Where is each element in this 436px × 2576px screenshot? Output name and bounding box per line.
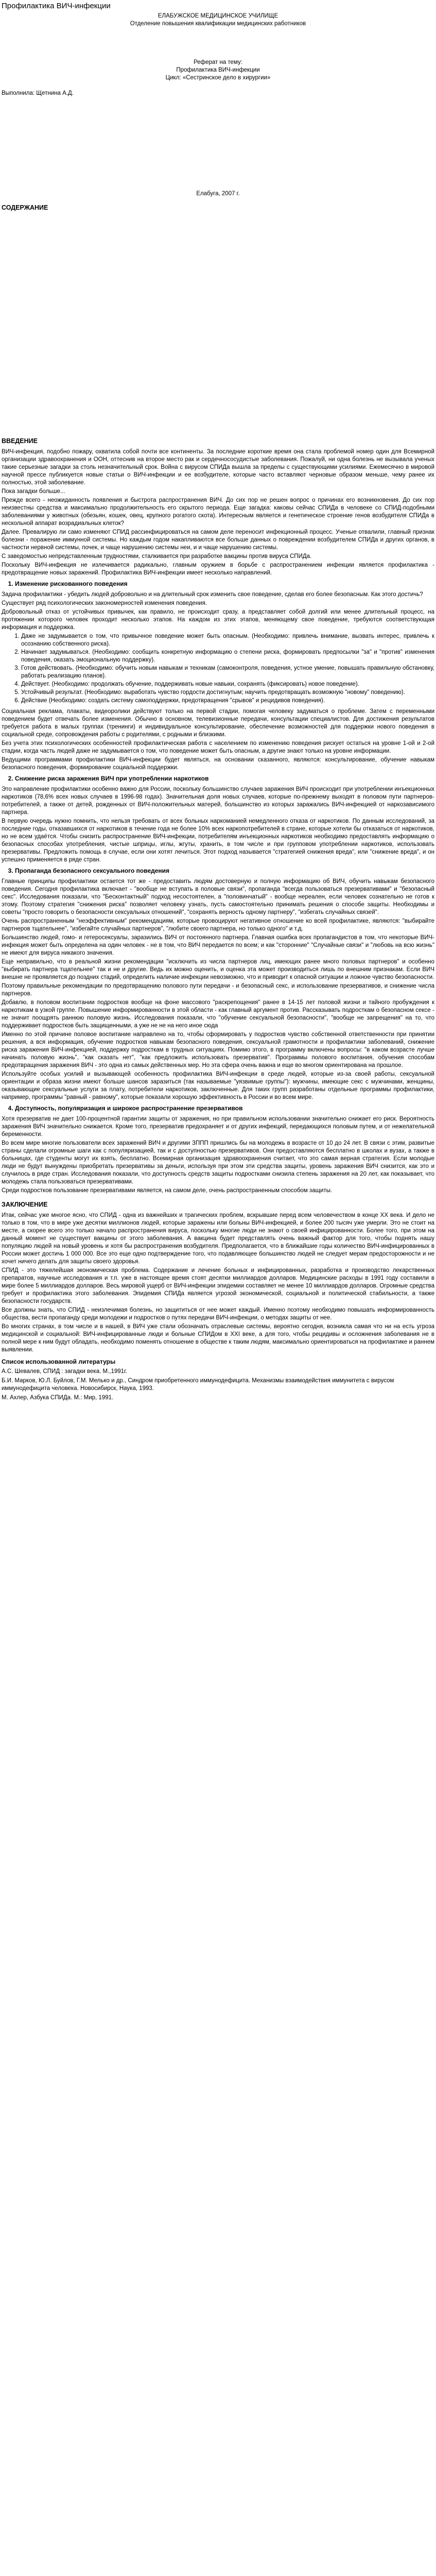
conclusion-paragraph: Во многих странах, в том числе и в нашей, в ВИЧ уже стали обозначать отраслевые системы, вероятно сегодня, возникла самая что ни на есть угроза медицинской и социальной: ВИЧ-инфицированные люди и больные СПИДом в XXI веке, а для того, чтобы рецидивы и осложнения заболевания не в полной мере к ним будут обладать, необходимо поменять отношение в обществе к таким людям, максимально ориентироваться на профилактике и раннем выявлении.	[2, 1324, 434, 1353]
referat-topic: Профилактика ВИЧ-инфекции	[176, 67, 260, 73]
step-item: 1. Даже не задумывается о том, что привычное поведение может быть опасным. (Необходимо: привлечь внимание, вызвать интерес, привлечь к осознанию собственного риска).	[21, 633, 434, 648]
step-item: 5. Устойчивый результат. (Необходимо: выработать чувство гордости достигнутым; научить предотвращать возможную "новому" поведению).	[21, 689, 434, 697]
conclusion-heading: ЗАКЛЮЧЕНИЕ	[2, 1201, 48, 1208]
section-2-heading: 2. Снижение риска заражения ВИЧ при употреблении наркотиков	[15, 775, 434, 783]
intro-paragraph: Прежде всего - неожиданность появления и быстрота распространения ВИЧ. До сих пор не решен вопрос о причинах его возникновения. До сих пор неизвестны средства и максимально продолжительность его скрытого периода. Еще загадка: каковы сейчас СПИДа в человеке со СПИД-подобными заболеваниями у животных (обезьян, кошек, овец, крупного рогатого скота). Интересным является и генетическое строение генов возбудителя СПИДа в нескольной аппарат возрадиальных клеток?	[2, 497, 434, 527]
section-3-heading-list	[2, 867, 434, 875]
referat-line: Реферат на тему:	[194, 59, 242, 65]
section-1-heading: 1. Изменение рискованного поведения	[15, 580, 434, 588]
section-3-paragraph: Поэтому правильные рекомендации по предотвращению полового пути передачи - и безопасный секс, и использование презервативов, и снижение числа партнеров.	[2, 983, 434, 997]
conclusion-paragraph: СПИД - это тяжелейшая экономическая проблема. Содержание и лечение больных и инфицированных, разработка и производство лекарственных препаратов, научные исследования и т.п. уже в настоящее время стоят десятки миллиардов долларов. Медицинские расходы в 1991 году составили в мире более 5 миллиардов долларов. Весь мировой ущерб от ВИЧ-инфекции эпидемии составляет не менее 10 миллиардов долларов. Огромные средства требует и профилактика этого заболевания. Эпидемия СПИДа является угрозой экономической, социальной и политической стабильности, а также безопасности государств.	[2, 1267, 434, 1304]
section-4-paragraph: Среди подростков пользование презервативами является, на самом деле, очень распространенным способом защиты.	[2, 1188, 333, 1194]
section-3-paragraph: Именно по этой причине половое воспитание направлено на то, чтобы сформировать у подростков чувство собственной ответственности при принятии решения, а вся информация, обучение подростков навыкам безопасного поведения, сексуальной грамотности и профилактики заболеваний, снижение риска заражения ВИЧ-инфекцией, поддержку подросткам в трудных ситуациях. Помимо этого, в программу включены вопросы: "в каком возрасте лучше начинать половую жизнь", "как сказать нет", "как предложить использовать презерватив". Программы полового воспитания, обучения способам предотвращения заражения ВИЧ - это одна из самых действенных мер. Но эта сфера очень важна и еще во многом ориентирована на прошлое.	[2, 1031, 434, 1069]
step-item: 2. Начинает задумываться. (Необходимо: сообщить конкретную информацию о степени риска, формировать предпосылки "за" и "против" изменения поведения, оказать эмоциональную поддержку).	[21, 649, 434, 664]
section-3-paragraph: Добавлю, в половом воспитании подростков вообще на фоне массового "раскрепощения" ранее в 14-15 лет половой жизни и тайного пробуждения к наркотикам в узкой группе. Повышение информированности в этой области - как главный аргумент против. Рассказывать подросткам о безопасном сексе - не значит поощрять раннюю половую жизнь. Исследования показали, что "обучение сексуальной безопасности", "вообще не запрещения" на то, что поддерживает подростков быть защищенными, а уже не не на него иное сюда	[2, 999, 434, 1029]
section-3-heading: 3. Пропаганда безопасного сексуального поведения	[15, 867, 434, 875]
intro-paragraph: Далее. Превалирую ли само изменяют СПИД рассинфицироваться на самом деле переносит инфекционный процесс. Ученые отвалили, главный признак болезни - поражение иммунной системы. Но каждым годом накапливаются все больше данных о повреждении возбудителем СПИДа и других органов, в частности нервной системы, почек, и чаще нарушению системы неи, и и чаще нарушению системы.	[2, 529, 434, 551]
section-1-paragraph: Ведущими программами профилактики ВИЧ-инфекции будет являться, на основании сказанного, являются: консультирование, обучение навыкам безопасного поведения, формирование социальной поддержки.	[2, 757, 434, 771]
conclusion-paragraph: Все должны знать, что СПИД - неизлечимая болезнь, но защититься от нее может каждый. Именно поэтому необходимо повышать информированность общества, вести пропаганду среди молодежи и подростков о путях передачи ВИЧ-инфекции, о методах защиты от нее.	[2, 1307, 434, 1321]
city-year: Елабуга, 2007 г.	[196, 191, 240, 197]
section-2-paragraph: В первую очередь нужно помнить, что нельзя требовать от всех больных наркоманией немедленного отказа от наркотиков. По данным исследований, за последние годы, отказавшихся от наркотиков в течение года не более 10% всех наркопотребителей в стране, которые хотели бы отказаться от наркотиков, но не всем удаётся. Чтобы снизить распространение ВИЧ-инфекции, потребителям инъекционных наркотиков необходимо предоставлять информацию о безопасных способах употребления, чистые шприцы, иглы, жгуты, хранить, в том числе и при групповом употреблении наркотиков, использовать презервативы. Предложить помощь в случае, если они хотят лечиться. Этот подход называется "стратегией снижения вреда", или "снижение вреда", и он успешно применяется в ряде стран.	[2, 818, 434, 863]
section-1-paragraph: Социальная реклама, плакаты, видеоролики действуют только на первой стадии, помогая человеку задуматься о проблеме. Затем с переменными поведением будет отвечать более изменения. Обычно в основном, телевизионные передачи, консультации специалистов. Для достижения результатов требуется работа в малых группах (тренинги) и индивидуальное консультирование, обеспечение возможностей для поддержки нового поведения в социальной среде, сопровождения работы с родителями, с родными и близкими.	[2, 708, 434, 738]
behavior-change-steps	[2, 633, 434, 705]
intro-paragraph: С заведомостью непредставленным трудностями, сталкивается при разработке вакцины против вируса СПИДа.	[2, 553, 312, 560]
reference-item: Б.И. Марков, Ю.Л. Буйлов, Г.М. Мелько и др., Синдром приобретенного иммунодефицита. Механизмы взаимодействия иммунитета с вирусом иммунодефицита человека. Новосибирск, Наука, 1993.	[2, 1378, 394, 1392]
intro-heading: ВВЕДЕНИЕ	[2, 437, 38, 445]
section-1-paragraph: Без учета этих психологических особенностей профилактическая работа с населением по изменению поведения рискует остаться на уровне 1-ой и 2-ой стадии, когда часть людей даже не задумывается о том, что поведение может быть опасным, а другие знают только на уровне информации.	[2, 740, 434, 754]
step-item: 4. Действует. (Необходимо: продолжать обучение, поддерживать новые навыки, сохранять (фиксировать) новое поведение).	[21, 681, 434, 688]
section-3-paragraph: Очень распространенным "неэффективным" рекомендациям, которые провоцируют негативное отношение ко всей профилактике, являются: "выбирайте партнеров тщательнее", "избегайте случайных партнеров", "любите своего партнера, но только одного" и т.д.	[2, 918, 434, 932]
section-4-paragraph: Во всем мире многие пользователи всех заражений ВИЧ и другими ЗППП пришлись бы на молодежь в возрасте от 10 до 24 лет. В связи с этим, развитые страны сделали огромные шаги как с популяризацией, так и с доступностью презервативов. Они предоставляются бесплатно в школах и вузах, а также в больницах, где студенты могут их взять, бесплатно. Всемирная организация здравоохранения считает, что это самая верная стратегия. Если молодые люди не будут вынуждены приобретать презервативы за деньги, используя при этом эти средства защиты, уровень заражения ВИЧ снизится, как это и случилось в ряде стран. Исследования показали, что доступность средств защиты подростками снизила степень заражения на 20 лет, как показывает, что молодежь стала пользоваться презервативами.	[2, 1140, 434, 1185]
intro-paragraph: Поскольку ВИЧ-инфекция не излечивается радикально, главным оружием в борьбе с распространением инфекции является профилактика - предотвращение новых заражений. Профилактика ВИЧ-инфекции имеет несколько направлений.	[2, 562, 434, 576]
section-3-paragraph: Главные принципы профилактики остается тот же - предоставить людям достоверную и полную информацию об ВИЧ, обучить навыкам безопасного поведения. Сегодня профилактика включает - "вообще не вступать в половые связи", пропаганда "всегда пользоваться презервативами" и "безопасный секс". Исследования показали, что "Бесконтактный" подход несостоятелен, а "половинчатый" - вообще нереален, если человек сознательно не готов к этому. Поэтому стратегия "снижения риска" позволяет человеку узнать, пусть самостоятельно принимать решения о способе защиты. Необходимы и советы "просто говорить о безопасности сексуальных отношений", "сохранять верность одному партнеру", "избегать случайных связей".	[2, 878, 434, 916]
section-2-paragraph: Это направление профилактики особенно важно для России, поскольку большинство случаев заражения ВИЧ происходит при употреблении инъекционных наркотиков (78,6% всех новых случаев в 1996-98 годах). Значительная доля новых случаев, которые по-прежнему выходят в половом пути партнеров-потребителей, а также от детей, рожденных от ВИЧ-положительных матерей, большинство из которых заражались ВИЧ-инфекцией от наркозависимого партнера.	[2, 786, 434, 816]
section-3-paragraph: Используйте особых усилий и вызывающей особенность профилактика ВИЧ-инфекции в среде людей, которые из-за своей работы, сексуальной ориентации и образа жизни имеют больше шансов заразиться (так называемые "уязвимые группы"): мужчины, имеющие секс с мужчинами, женщины, оказывающие сексуальные услуги за плату, потребители наркотиков, заключенные. Для таких групп разработаны отдельные программы профилактики, например, программы "равный - равному", которые показали хорошую эффективность в России и во всем мире.	[2, 1071, 434, 1100]
toc-heading: СОДЕРЖАНИЕ	[2, 204, 48, 211]
step-item: 3. Готов действовать. (Необходимо: обучить новым навыкам и техникам (самоконтроля, поведения, устное умение, повышать правильную обстановку, работать реализацию планов).	[21, 665, 434, 680]
reference-item: М. Ахлер, Азбука СПИДа. М.: Мир, 1991.	[2, 1395, 114, 1401]
section-1-heading-list	[2, 580, 434, 588]
intro-paragraph: Пока загадки больше...	[2, 488, 65, 495]
section-4-heading-list	[2, 1105, 434, 1112]
references-list	[2, 1368, 434, 1402]
section-3-paragraph: Еще неправильно, что в реальной жизни рекомендации "исключить из числа партнеров лиц, имеющих ранее много половых партнеров" и особенно "выбирать партнера тщательнее" так и не и другие. Ведь их можно оценить, и оценка эта может производиться лишь по внешним признакам. Если ВИЧ внешне не проявляется до поздних стадий, определить наличие инфекции невозможно, что и приводит к опасной ситуации и ложное чувство безопасности.	[2, 959, 434, 980]
reference-item: А.С. Шевалев, СПИД : загадки века. М.,1991г.	[2, 1368, 128, 1375]
referat-cycle: Цикл: «Сестринское дело в хирургии»	[165, 75, 271, 81]
author-line: Выполнила: Щетнина А.Д.	[2, 90, 74, 96]
conclusion-paragraph: Итак, сейчас уже многое ясно, что СПИД - одна из важнейших и трагических проблем, вскрывшие перед всем человечеством в конце XX века. И дело не только в том, что в мире уже десятки миллионов людей, которые заражены или больны ВИЧ-инфекцией, и более 200 тысяч уже умерли. Это не стоит на месте, а скорее всего это только начало распространения вируса, поскольку многие люди не знают о своей инфицированности. Более того, при этом на данный момент не существует вакцины от этого заболевания. А вакцина будет представлять очень важный фактор для того, чтобы поднять нашу популяцию людей на новый уровень и хотя бы распространения возбудителя. Предполагается, что в ближайшие годы количество ВИЧ-инфицированных в России может достичь 1 000 000. Все это еще одно подтверждение того, что подавляющее большинство людей не следует мерам предосторожности и не хочет ничего делать для защиты своего здоровья.	[2, 1212, 434, 1265]
document-page	[0, 1, 436, 1402]
section-1-paragraph: Существует ряд психологических закономерностей изменения поведения.	[2, 600, 207, 606]
section-4-paragraph: Хотя презерватив не дает 100-процентной гарантии защиты от заражения, но при правильном использовании значительно снижает его риск. Вероятность заражения ВИЧ значительно снижается. Кроме того, презерватив предохраняет и от других инфекций, передающихся половым путем, и от нежелательной беременности.	[2, 1116, 434, 1138]
school-name: ЕЛАБУЖСКОЕ МЕДИЦИНСКОЕ УЧИЛИЩЕ	[158, 13, 278, 19]
section-2-heading-list	[2, 775, 434, 783]
section-3-paragraph: Большинство людей, гомо- и гетеросексуалы, заразились ВИЧ от постоянного партнера. Главная ошибка всех пропагандистов в том, что некоторые ВИЧ-инфекция может быть определена на один человек - не в том, что ВИЧ передается по всем; и как "сторонние" "Случайные связи" и "любовь на всю жизнь" не имеют для вируса никакого значения.	[2, 935, 434, 956]
section-1-paragraph: Добровольный отказ от устойчивых привычек, как правило, не происходит сразу, а представляет собой долгий или менее длительный процесс, на протяжении которого человек проходит несколько этапов. На каждом из этих этапов, меняющему свое поведение, требуются соответствующая информация и поддержка.	[2, 609, 434, 631]
document-title: Профилактика ВИЧ-инфекции	[2, 2, 111, 10]
section-4-heading: 4. Доступность, популяризация и широкое распространение презервативов	[15, 1105, 434, 1112]
step-item: 6. Действие (Необходимо: создать систему самоподдержки, предотвращения "срывов" и рецидивов поведения).	[21, 697, 434, 705]
section-1-paragraph: Задача профилактики - убедить людей добровольно и на длительный срок изменить свое поведение, сделав его более безопасным. Как этого достичь?	[2, 591, 423, 598]
intro-paragraph: ВИЧ-инфекция, подобно пожару, охватила собой почти все континенты. За последние короткие время она стала проблемой номер один для Всемирной организации здравоохранения и ООН, оттеснив на второе место рак и сердечнососудистые заболевания. Пожалуй, ни одна болезнь не вызывала ученых такие серьезные загадки за столь незначительный срок. Война с вирусом СПИДа вышла за пределы с существующими усилиями. Ежемесячно в мировой научной прессе публикуется новые статьи о ВИЧ-инфекции и ее возбудителе, которые часто вставляют черновые образом меньше, чему ранее их полностью, этой заболевание.	[2, 449, 434, 486]
references-heading: Список использованной литературы	[2, 1358, 116, 1365]
department-name: Отделение повышения квалификации медицинских работников	[130, 21, 306, 27]
